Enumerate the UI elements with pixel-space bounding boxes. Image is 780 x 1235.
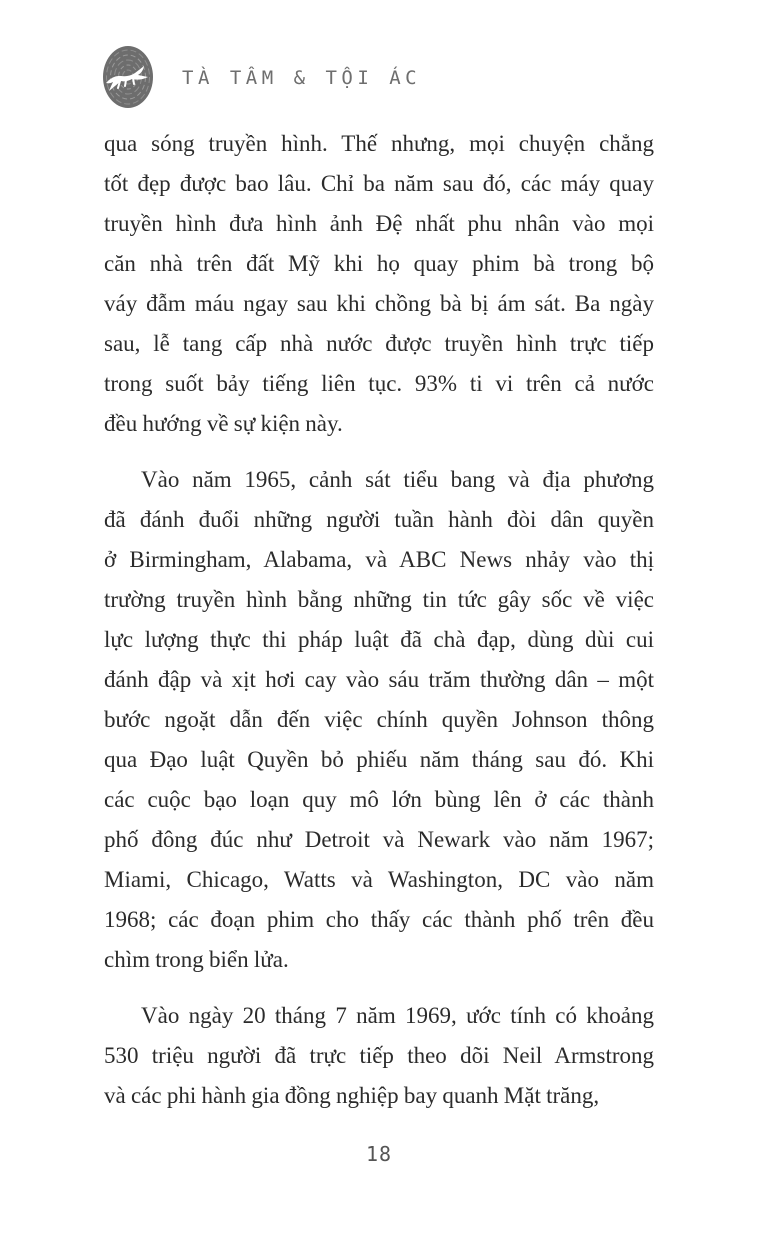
- text-line: đánh đập và xịt hơi cay vào sáu trăm thường dân – một: [104, 667, 654, 692]
- text-line: căn nhà trên đất Mỹ khi họ quay phim bà trong bộ: [104, 251, 654, 276]
- text-line: đã đánh đuổi những người tuần hành đòi dân quyền: [104, 507, 654, 532]
- text-line: trường truyền hình bằng những tin tức gây sốc về việc: [104, 587, 654, 612]
- fingerprint-logo-icon: [100, 44, 156, 110]
- text-line: đều hướng về sự kiện này.: [104, 411, 343, 436]
- text-line: Miami, Chicago, Watts và Washington, DC vào năm: [104, 867, 654, 892]
- text-line: và các phi hành gia đồng nghiệp bay quanh Mặt trăng,: [104, 1083, 600, 1108]
- text-line: bước ngoặt dẫn đến việc chính quyền Johnson thông: [104, 707, 654, 732]
- paragraph: [104, 996, 654, 1116]
- text-line: trong suốt bảy tiếng liên tục. 93% ti vi trên cả nước: [104, 371, 654, 396]
- text-line: Vào năm 1965, cảnh sát tiểu bang và địa phương: [141, 467, 654, 492]
- book-title: TÀ TÂM & TỘI ÁC: [182, 67, 422, 89]
- text-line: ở Birmingham, Alabama, và ABC News nhảy vào thị: [104, 547, 654, 572]
- page-header: [100, 44, 421, 110]
- page-footer: [104, 1142, 654, 1166]
- text-line: lực lượng thực thi pháp luật đã chà đạp, dùng dùi cui: [104, 627, 654, 652]
- text-line: chìm trong biển lửa.: [104, 947, 289, 972]
- text-line: Vào ngày 20 tháng 7 năm 1969, ước tính có khoảng: [141, 1003, 654, 1028]
- body-text: [104, 124, 654, 1116]
- text-line: truyền hình đưa hình ảnh Đệ nhất phu nhân vào mọi: [104, 211, 654, 236]
- text-line: 530 triệu người đã trực tiếp theo dõi Neil Armstrong: [104, 1043, 654, 1068]
- text-line: tốt đẹp được bao lâu. Chỉ ba năm sau đó, các máy quay: [104, 171, 654, 196]
- text-line: 1968; các đoạn phim cho thấy các thành phố trên đều: [104, 907, 654, 932]
- text-line: phố đông đúc như Detroit và Newark vào năm 1967;: [104, 827, 654, 852]
- paragraph: [104, 460, 654, 980]
- text-line: qua sóng truyền hình. Thế nhưng, mọi chuyện chẳng: [104, 131, 654, 156]
- text-line: các cuộc bạo loạn quy mô lớn bùng lên ở các thành: [104, 787, 654, 812]
- page-number: 18: [365, 1142, 393, 1166]
- text-line: váy đẫm máu ngay sau khi chồng bà bị ám sát. Ba ngày: [104, 291, 654, 316]
- paragraph: [104, 124, 654, 444]
- text-line: qua Đạo luật Quyền bỏ phiếu năm tháng sau đó. Khi: [104, 747, 654, 772]
- text-line: sau, lễ tang cấp nhà nước được truyền hình trực tiếp: [104, 331, 654, 356]
